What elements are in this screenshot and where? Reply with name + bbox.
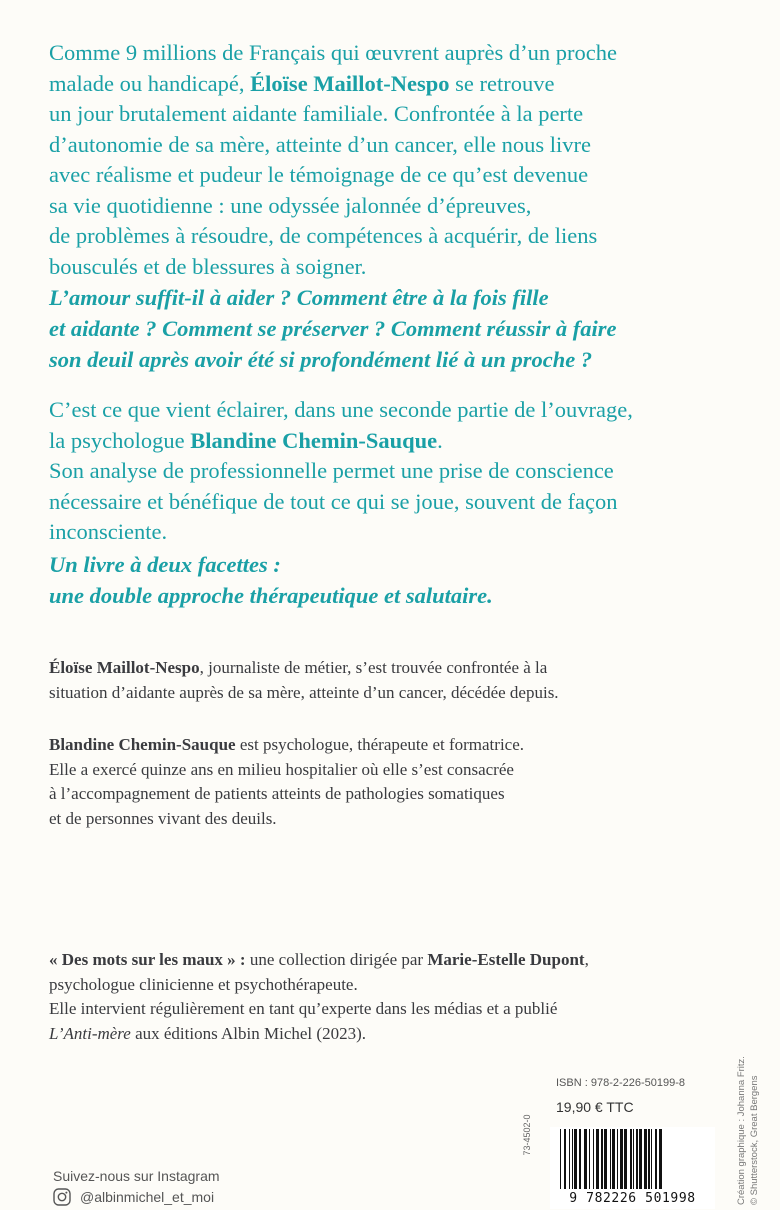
psychologist-name: Blandine Chemin-Sauque	[190, 427, 438, 453]
collection-line: psychologue clinicienne et psychothérapeute.	[49, 974, 358, 994]
barcode-bar	[604, 1129, 607, 1189]
barcode-bar	[651, 1129, 652, 1189]
barcode-bar	[569, 1129, 570, 1189]
second-line	[49, 426, 749, 457]
collection-line	[49, 948, 749, 973]
barcode-bar	[574, 1129, 577, 1189]
second-line: C’est ce que vient éclairer, dans une seconde partie de l’ouvrage,	[49, 397, 633, 422]
second-line: inconsciente.	[49, 519, 168, 544]
barcode-bar	[655, 1129, 657, 1189]
barcode-bar	[644, 1129, 647, 1189]
barcode-bar	[648, 1129, 650, 1189]
reference-code: 73-4502-0	[522, 1114, 532, 1156]
bio-line	[49, 656, 729, 681]
barcode-bar	[610, 1129, 611, 1189]
collection-director: Marie-Estelle Dupont	[427, 950, 585, 969]
bio-line: situation d’aidante auprès de sa mère, atteinte d’un cancer, décédée depuis.	[49, 682, 559, 702]
barcode-bar	[584, 1129, 587, 1189]
bio-psychologist-name: Blandine Chemin-Sauque	[49, 735, 236, 754]
barcode-bar	[601, 1129, 603, 1189]
instagram-handle[interactable]: @albinmichel_et_moi	[80, 1189, 215, 1205]
bio-text: , journaliste de métier, s’est trouvée confrontée à la	[199, 658, 548, 677]
intro-text: se retrouve	[449, 70, 555, 96]
tagline-line: une double approche thérapeutique et salutaire.	[49, 583, 493, 608]
collection-text: aux éditions Albin Michel (2023).	[130, 1023, 366, 1043]
barcode-bar	[612, 1129, 615, 1189]
barcode-bar	[636, 1129, 638, 1189]
intro-text: malade ou handicapé,	[49, 70, 251, 96]
intro-line: sa vie quotidienne : une odyssée jalonnée d’épreuves,	[49, 192, 532, 218]
tagline-line: Un livre à deux facettes :	[49, 552, 281, 577]
barcode-bar	[579, 1129, 581, 1189]
instagram-icon[interactable]	[53, 1188, 71, 1206]
intro-line: Comme 9 millions de Français qui œuvrent auprès d’un proche	[49, 40, 618, 65]
questions-paragraph	[49, 282, 749, 375]
barcode-bar	[560, 1129, 561, 1189]
bio-line: à l’accompagnement de patients atteints de pathologies somatiques	[49, 784, 505, 803]
second-line: nécessaire et bénéfique de tout ce qui se joue, souvent de façon	[49, 488, 618, 514]
intro-paragraph	[49, 38, 749, 282]
second-text: .	[437, 427, 443, 453]
barcode-bars	[550, 1127, 715, 1191]
bio-text: est psychologue, thérapeute et formatrice.	[235, 735, 525, 754]
intro-line: d’autonomie de sa mère, atteinte d’un cancer, elle nous livre	[49, 131, 591, 157]
question-line: et aidante ? Comment se préserver ? Comment réussir à faire	[49, 316, 617, 341]
bio-author-name: Éloïse Maillot-Nespo	[49, 658, 200, 677]
credit-line: © Shutterstock, Great Bergens	[749, 1075, 760, 1205]
barcode-bar	[617, 1129, 618, 1189]
intro-line: de problèmes à résoudre, de compétences à acquérir, de liens	[49, 223, 598, 248]
barcode-bar	[596, 1129, 599, 1189]
intro-line: avec réalisme et pudeur le témoignage de ce qu’est devenue	[49, 162, 589, 187]
barcode-bar	[593, 1129, 594, 1189]
bio-line: Elle a exercé quinze ans en milieu hospitalier où elle s’est consacrée	[49, 759, 514, 779]
bio-line: et de personnes vivant des deuils.	[49, 808, 277, 828]
barcode	[550, 1127, 715, 1209]
collection-text: ,	[584, 950, 589, 969]
barcode-bar	[633, 1129, 634, 1189]
intro-line	[49, 69, 749, 100]
barcode-bar	[624, 1129, 627, 1189]
intro-line: un jour brutalement aidante familiale. Confrontée à la perte	[49, 101, 584, 126]
tagline	[49, 549, 749, 611]
barcode-bar	[639, 1129, 642, 1189]
book-title: L’Anti-mère	[49, 1023, 131, 1043]
second-line: Son analyse de professionnelle permet une prise de conscience	[49, 458, 614, 483]
psychologist-bio	[49, 733, 729, 831]
intro-line: bousculés et de blessures à soigner.	[49, 253, 367, 279]
isbn: ISBN : 978-2-226-50199-8	[556, 1077, 686, 1089]
author-name: Éloïse Maillot-Nespo	[250, 70, 450, 96]
barcode-bar	[572, 1129, 573, 1189]
second-part-paragraph	[49, 395, 749, 548]
barcode-bar	[564, 1129, 566, 1189]
barcode-bar	[659, 1129, 662, 1189]
collection-line: Elle intervient régulièrement en tant qu’experte dans les médias et a publié	[49, 999, 558, 1018]
author-bio	[49, 656, 729, 705]
collection-text: une collection dirigée par	[245, 950, 428, 969]
collection-title: « Des mots sur les maux » :	[49, 950, 246, 969]
barcode-bar	[589, 1129, 590, 1189]
barcode-bar	[630, 1129, 632, 1189]
price: 19,90 € TTC	[556, 1099, 634, 1115]
credit-line: Création graphique : Johanna Fritz.	[736, 1056, 747, 1205]
second-text: la psychologue	[49, 427, 191, 453]
collection-line	[49, 1022, 749, 1047]
question-line: L’amour suffit-il à aider ? Comment être à la fois fille	[49, 285, 549, 310]
image-credits	[735, 1005, 761, 1205]
bio-line	[49, 733, 729, 758]
follow-instagram-label: Suivez-nous sur Instagram	[53, 1168, 220, 1184]
barcode-bar	[620, 1129, 623, 1189]
collection-info	[49, 948, 749, 1046]
barcode-digits: 9 782226 501998	[569, 1191, 696, 1206]
question-line: son deuil après avoir été si profondément lié à un proche ?	[49, 347, 593, 372]
